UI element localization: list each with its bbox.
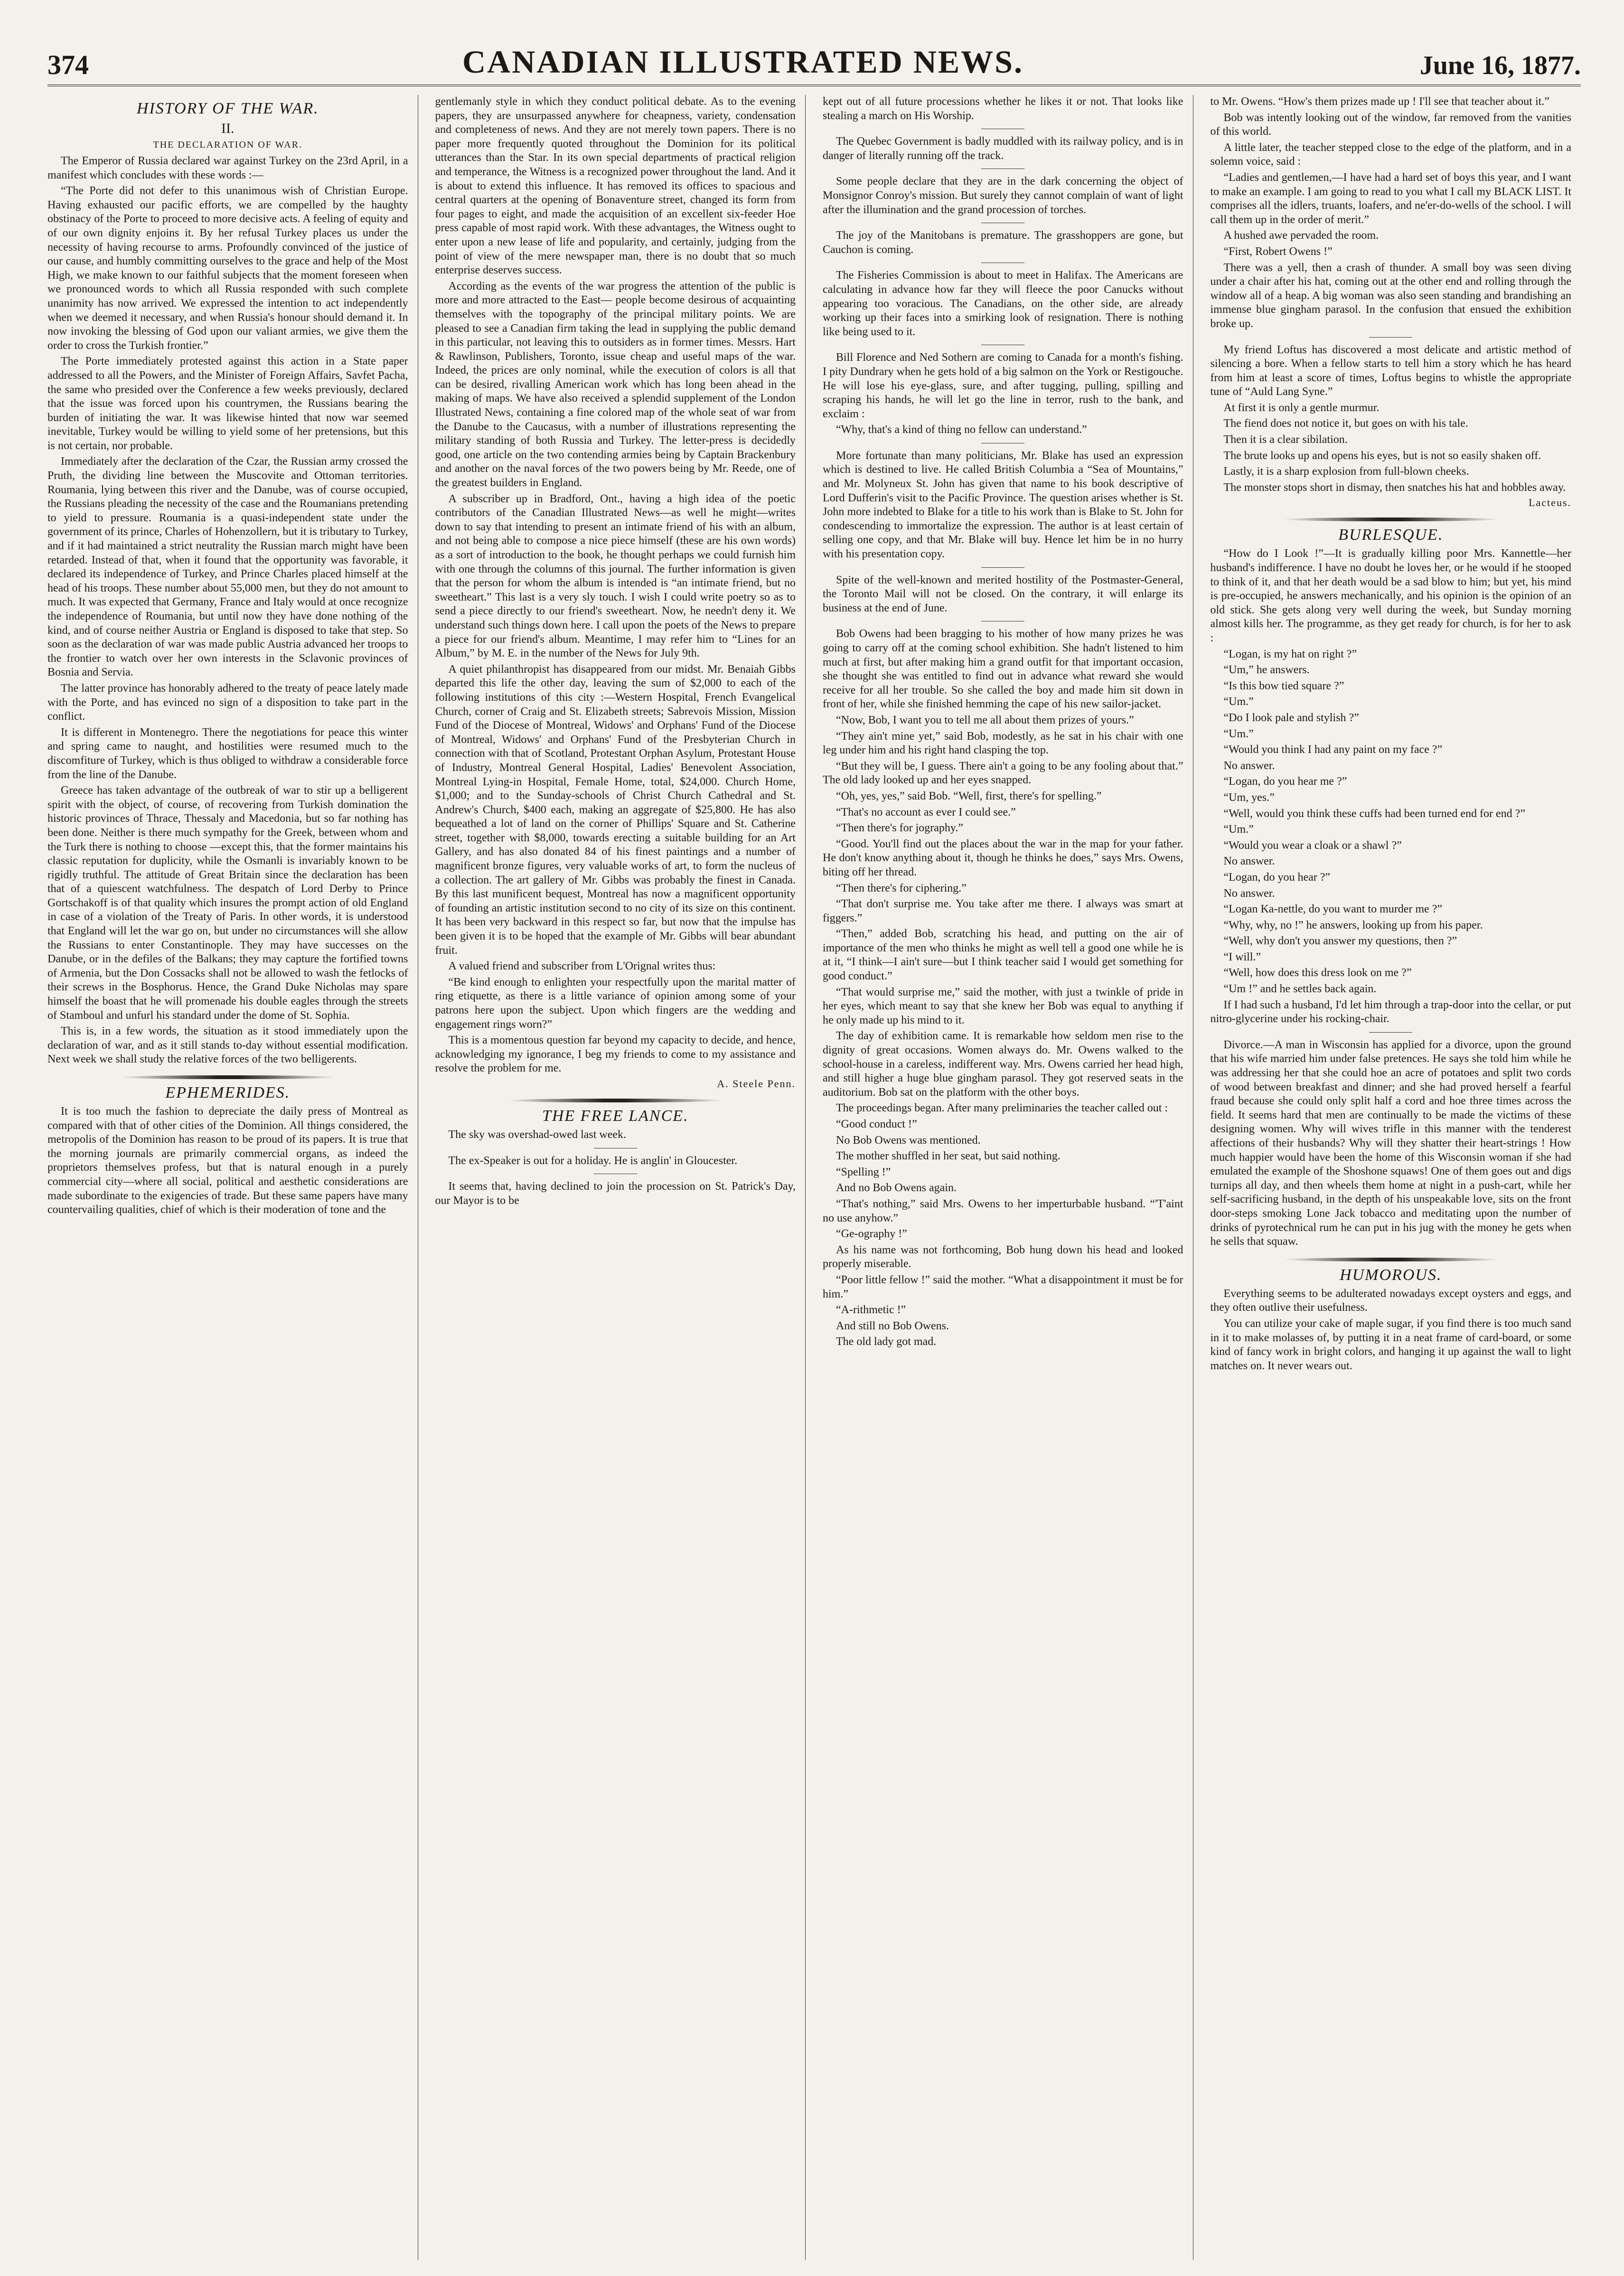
masthead: CANADIAN ILLUSTRATED NEWS. — [462, 44, 1023, 80]
article-paragraph: Bob Owens had been bragging to his mother of how many prizes he was going to carry off at the coming school exhibition. She hadn't listened to him much at first, but after making him a grand outfit for that important occasion, she thought she was entitled to find out in advance what reward she would receive for all her trouble. So she called the boy and made him sit down in front of her, while she finished hemming the cape of his new sailor-jacket. — [823, 628, 1183, 711]
article-paragraph: “First, Robert Owens !” — [1223, 245, 1333, 258]
article-paragraph: It is different in Montenegro. There the negotiations for peace this winter and spring came to naught, and hostilities were resumed much to the discomfiture of Turkey, which is thus obliged to withdraw a considerable force from the line of the Danube. — [47, 726, 408, 781]
article-paragraph: The ex-Speaker is out for a holiday. He is anglin' in Gloucester. — [448, 1154, 738, 1167]
article-paragraph: No answer. — [1223, 759, 1275, 772]
article-paragraph: “Would you think I had any paint on my face ?” — [1223, 743, 1443, 756]
article-paragraph: “Oh, yes, yes,” said Bob. “Well, first, there's for spelling.” — [836, 790, 1102, 802]
burlesque-title: BURLESQUE. — [1338, 526, 1444, 544]
article-paragraph: Then it is a clear sibilation. — [1223, 433, 1348, 446]
article-paragraph: A hushed awe pervaded the room. — [1223, 229, 1379, 242]
column-2 — [435, 95, 806, 2260]
article-paragraph: “But they will be, I guess. There ain't a going to be any fooling about that.” The old lady looked up and her eyes snapped. — [823, 760, 1183, 787]
item-divider — [1369, 1032, 1412, 1033]
article-paragraph: “Do I look pale and stylish ?” — [1223, 711, 1359, 724]
article-paragraph: A subscriber up in Bradford, Ont., having a high idea of the poetic contributors of the Canadian Illustrated News—as well he might—writes down to say that intending to present an intimate friend of his with an album, and not being able to compose a nice piece himself (these are his own words) as a sort of introduction to the book, he thought perhaps we could furnish him with one through the columns of this journal. The further information is given that the person for whom the album is intended is “an intimate friend, but no sweetheart.” This last is a very sly touch. I wish I could write poetry so as to send a piece directly to our friend's sweetheart. Now, he needn't deny it. We understand such things down here. I call upon the poets of the News to prepare a piece for our friend's album. Meantime, I may refer him to “Lines for an Album,” by M. E. in the number of the News for July 9th. — [435, 492, 796, 660]
article-paragraph: “Well, would you think these cuffs had been turned end for end ?” — [1223, 807, 1525, 820]
article-paragraph: And no Bob Owens again. — [836, 1182, 957, 1194]
article-paragraph: You can utilize your cake of maple sugar, if you find there is too much sand in it to make molasses of, by putting it in a neat frame of card-board, or some kind of fancy work in bright colors, and hanging it up against the wall to light matches on. It never wears out. — [1210, 1317, 1571, 1372]
article-paragraph: Bill Florence and Ned Sothern are coming to Canada for a month's fishing. I pity Dundrary when he gets hold of a big salmon on the York or Restigouche. He will lose his eye-glass, sure, and after tugging, pulling, spilling and scraping his hands, he will let go the line in terror, rush to the bank, and exclaim : — [823, 351, 1183, 420]
author-signature: Lacteus. — [1529, 497, 1571, 509]
article-paragraph: Greece has taken advantage of the outbreak of war to stir up a belligerent spirit with the object, of course, of recovering from Turkish domination the historic provinces of Thrace, Thessaly and Macedonia, but so far nothing has been done. Neither is there much sympathy for the Greek, between whom and the Turk there is nothing to choose —except this, that the former maintains his classic reputation for duplicity, while the Osmanli is invariably known to be rigidly truthful. The attitude of Great Britain since the declaration has been that of a quiescent watchfulness. The despatch of Lord Derby to Prince Gortschakoff is of that quality which insures the prompt action of old England in case of a violation of the Treaty of Paris. In other words, it is understood that England will let the war go on, but under no circumstances will she allow the Russians to enter Constantinople. They may have successes on the Danube, or in the defiles of the Balkans; they may capture the fortified towns of Armenia, but the Don Cossacks shall not be allowed to wash the fetlocks of their screws in the Bosphorus. Hence, the Grand Duke Nicholas may spare himself the boast that he will promenade his double eagles through the streets of Stamboul and unfurl his standard under the dome of St. Sophia. — [47, 784, 408, 1022]
article-paragraph: The mother shuffled in her seat, but said nothing. — [836, 1150, 1061, 1163]
article-paragraph: “Um.” — [1223, 823, 1254, 836]
article-paragraph: “Is this bow tied square ?” — [1223, 679, 1344, 692]
article-paragraph: Divorce.—A man in Wisconsin has applied for a divorce, upon the ground that his wife married him under false pretences. He says she told him while he was addressing her that she could hoe an acre of potatoes and split two cords of wood between breakfast and dinner; and she had proved herself a fearful fraud because she could only split half a cord and hoe three times across the field. It seems hard that men are continually to be made the victims of these designing women. Why will wives trifle in this manner with the tenderest affections of their husbands? Why will they shatter their heart-strings ! How much happier would have been the home of this Wisconsin woman if she had emulated the example of the Shoshone squaws! One of them goes out and digs turnips all day, and then wheels them home at night in a push-cart, while her self-sacrificing husband, in the depth of his unspeakable love, sits on the front door-steps smoking Lone Jack tobacco and meditating upon the number of drinks of pyrotechnical rum he can put in his jug with the money he gets when he sells that squaw. — [1210, 1038, 1571, 1248]
article-paragraph: The brute looks up and opens his eyes, but is not so easily shaken off. — [1223, 449, 1541, 462]
article-paragraph: “Spelling !” — [836, 1166, 891, 1178]
page-header — [47, 43, 1581, 86]
issue-date: June 16, 1877. — [1419, 51, 1581, 80]
article-paragraph: The proceedings began. After many preliminaries the teacher called out : — [836, 1102, 1168, 1115]
article-paragraph: Some people declare that they are in the dark concerning the object of Monsignor Conroy's mission. But surely they cannot complain of want of light after the illumination and the grand procession of torches. — [823, 175, 1183, 216]
article-paragraph: No answer. — [1223, 887, 1275, 900]
article-paragraph: “Um !” and he settles back again. — [1223, 983, 1377, 996]
article-paragraph: “Would you wear a cloak or a shawl ?” — [1223, 839, 1402, 852]
article-paragraph: The day of exhibition came. It is remarkable how seldom men rise to the dignity of great occasions. Women always do. Mr. Owens walked to the school-house in a careless, indifferent way. Mrs. Owens carried her head high, and still higher a huge blue gingham parasol. They got reserved seats in the auditorium. Bob sat on the platform with the other boys. — [823, 1030, 1183, 1099]
free-lance-title: THE FREE LANCE. — [542, 1107, 689, 1125]
column-3 — [823, 95, 1193, 2260]
article-paragraph: “Good conduct !” — [836, 1118, 917, 1130]
article-paragraph: The old lady got mad. — [836, 1336, 937, 1348]
article-paragraph: A quiet philanthropist has disappeared from our midst. Mr. Benaiah Gibbs departed this life the other day, leaving the sum of $2,000 to each of the following institutions of this city :—Western Hospital, French Evangelical Church, corner of Craig and St. Elizabeth streets; Sabrevois Mission, Mission Fund of the Diocese of Montreal, Widows' and Orphans' Fund of the Diocese of Montreal, Widows' and Orphans' Fund of the Presbyterian Church in connection with that of Scotland, Protestant Orphan Asylum, Protestant House of Industry, Montreal General Hospital, Ladies' Benevolent Association, Montreal Lying-in Hospital, Female Home, total, $24,000. Church Home, $1,000; and to the Sunday-schools of Christ Church Cathedral and St. Andrew's Church, $400 each, making an aggregate of $25,800. He has also bequeathed a lot of land on the corner of Phillips' Square and St. Catherine street, together with $8,000, towards erecting a suitable building for an Art Gallery, and has also donated 84 of his finest paintings and a number of magnificent bronze figures, very valuable works of art, to form the nucleus of a collection. The art gallery of Mr. Gibbs was probably the finest in Canada. By this last munificent bequest, Montreal has now a magnificent opportunity of founding an artistic institution second to no city of its size on this continent. It has been very backward in this respect so far, but now that the impulse has been given it is to be hoped that the example of Mr. Gibbs will bear abundant fruit. — [435, 663, 796, 957]
article-paragraph: “That's nothing,” said Mrs. Owens to her imperturbable husband. “'T'aint no use anyhow.” — [823, 1197, 1183, 1224]
article-paragraph: It is too much the fashion to depreciate the daily press of Montreal as compared with that of other cities of the Dominion. All things considered, the metropolis of the Dominion has reason to be proud of its papers. It is true that the morning journals are primarily commercial organs, as indeed the proprietors themselves profess, but that is natural enough in a purely commercial city—where all social, political and aesthetic considerations are made subordinate to the exigencies of trade. But these same papers have many countervailing qualities, chief of which is their moderation of tone and the — [47, 1105, 408, 1216]
article-paragraph: “Be kind enough to enlighten your respectfully upon the marital matter of ring etiquette, as there is a little variance of opinion among some of your patrons here upon the subject. Upon which fingers are the wedding and engagement rings worn?” — [435, 976, 796, 1031]
page-number: 374 — [47, 49, 89, 80]
newspaper-columns — [47, 95, 1581, 2260]
article-paragraph: This is a momentous question far beyond my capacity to decide, and hence, acknowledging my ignorance, I beg my friends to come to my assistance and resolve the problem for me. — [435, 1034, 796, 1075]
article-paragraph: The sky was overshad-owed last week. — [448, 1128, 627, 1141]
article-paragraph: This is, in a few words, the situation as it stood immediately upon the declaration of war, and as it still stands to-day without essential modification. Next week we shall study the relative forces of the two belligerents. — [47, 1025, 408, 1066]
section-divider — [507, 1099, 723, 1102]
article-paragraph: “Logan Ka-nettle, do you want to murder me ?” — [1223, 903, 1442, 916]
article-paragraph: “Now, Bob, I want you to tell me all about them prizes of yours.” — [836, 714, 1134, 726]
history-title: HISTORY OF THE WAR. — [136, 100, 319, 117]
article-paragraph: “They ain't mine yet,” said Bob, modestly, as he sat in his chair with one leg under him and his right hand clasping the top. — [823, 730, 1183, 757]
article-paragraph: “Why, why, no !” he answers, looking up from his paper. — [1223, 919, 1483, 931]
article-paragraph: The Emperor of Russia declared war against Turkey on the 23rd April, in a manifest which concludes with these words :— — [47, 155, 408, 181]
article-paragraph: At first it is only a gentle murmur. — [1223, 401, 1380, 414]
article-paragraph: The latter province has honorably adhered to the treaty of peace lately made with the Porte, and has evinced no sign of a disposition to take part in the conflict. — [47, 682, 408, 723]
history-number: II. — [221, 121, 235, 136]
article-paragraph: “Then there's for ciphering.” — [836, 882, 967, 894]
article-paragraph: “That's no account as ever I could see.” — [836, 806, 1016, 818]
article-paragraph: Everything seems to be adulterated nowadays except oysters and eggs, and they often outlive their usefulness. — [1210, 1287, 1571, 1314]
article-paragraph: My friend Loftus has discovered a most delicate and artistic method of silencing a bore. When a fellow starts to tell him a story which he has heard from him at least a score of times, Loftus begins to whistle the appropriate tune of “Auld Lang Syne.” — [1210, 343, 1571, 398]
article-paragraph: gentlemanly style in which they conduct political debate. As to the evening papers, they are unsurpassed anywhere for cheapness, variety, condensation and completeness of news. And they are not merely town papers. There is no paper more frequently quoted throughout the Dominion for its political utterances than the Star. In its own special departments of practical religion and temperance, the Witness is a recognized power throughout the land. And it is about to extend this influence. It has removed its offices to spacious and central quarters at the opening of Bonaventure street, changed its form from four pages to eight, and made the acquisition of an excellent six-feeder Hoe press capable of most rapid work. With these advantages, the Witness ought to enter upon a new lease of life and popularity, and certainly, judging from the point of view of the mere newspaper man, there is no doubt that so much enterprise deserves success. — [435, 95, 796, 277]
article-paragraph: According as the events of the war progress the attention of the public is more and more attracted to the East— people become desirous of acquainting themselves with the topography of the principal military points. We are pleased to see a Canadian firm taking the lead in supplying the public demand in this particular, not leaving this to outsiders as in former times. Messrs. Hart & Rawlinson, Publishers, Toronto, issue cheap and useful maps of the war. Indeed, the prices are only nominal, while the execution of colors is all that can be desired, rivalling American work which has long been ahead in the making of maps. We have also received a splendid supplement of the London Illustrated News, containing a fine colored map of the whole seat of war from the Danube to the Caucasus, with a number of illustrations representing the military standing of both Russia and Turkey. The letter-press is decidedly good, one article on the two contending armies being by Captain Brackenbury and another on the naval forces of the two powers being by Mr. Reede, one of the greatest builders in England. — [435, 280, 796, 489]
item-divider — [1369, 337, 1412, 338]
article-paragraph: Immediately after the declaration of the Czar, the Russian army crossed the Pruth, the dividing line between the Muscovite and Ottoman territories. Roumania, lying between this river and the Danube, was of course occupied, the Russians pleading the necessity of the case and the Roumanians pretending to yield to pressure. Roumania is a quasi-independent state under the government of its prince, Charles of Hohenzollern, but it is tributary to Turkey, and if it had maintained a strict neutrality the Russian march might have been retarded. Instead of that, when it found that the opportunity was favorable, it declared its independence of Turkey, and Prince Charles placed himself at the head of his troops. These number about 55,000 men, but they do not amount to much. It was expected that Germany, France and Italy would at once recognize the independence of Roumania, but until now they have done nothing of the kind, and of course neither Austria or England is disposed to take that step. So soon as the declaration of war was made public Austria advanced her troops to the frontier to watch over her own interests in the Sclavonic provinces of Bosnia and Servia. — [47, 455, 408, 679]
ephemerides-title: EPHEMERIDES. — [165, 1084, 291, 1101]
article-paragraph: Bob was intently looking out of the window, far removed from the vanities of this world. — [1210, 111, 1571, 138]
article-paragraph: The fiend does not notice it, but goes on with his tale. — [1223, 417, 1468, 430]
article-paragraph: “Um, yes.” — [1223, 791, 1275, 804]
article-paragraph: “Ge-ography !” — [836, 1228, 907, 1241]
column-4 — [1211, 95, 1581, 2260]
article-paragraph: It seems that, having declined to join the procession on St. Patrick's Day, our Mayor is to be — [435, 1180, 796, 1207]
article-paragraph: “Well, why don't you answer my questions, then ?” — [1223, 935, 1457, 948]
article-paragraph: “Poor little fellow !” said the mother. “What a disappointment it must be for him.” — [823, 1273, 1183, 1300]
article-paragraph: “That would surprise me,” said the mother, with just a twinkle of pride in her eyes, which meant to say that she knew her Bob was equal to anything if he only made up his mind to it. — [823, 986, 1183, 1026]
article-paragraph: Lastly, it is a sharp explosion from full-blown cheeks. — [1223, 465, 1469, 478]
humorous-title: HUMOROUS. — [1340, 1266, 1442, 1284]
article-paragraph: The Quebec Government is badly muddled with its railway policy, and is in danger of literally running off the track. — [823, 135, 1183, 162]
article-paragraph: “Then there's for jography.” — [836, 822, 963, 835]
article-paragraph: The Fisheries Commission is about to meet in Halifax. The Americans are calculating in advance how far they will fleece the poor Canucks without appearing too voracious. The Canadians, on the other side, are already working up their faces into a smirking look of resignation. There is nothing like being used to it. — [823, 269, 1183, 338]
article-paragraph: “Um.” — [1223, 727, 1254, 740]
item-divider — [981, 567, 1024, 568]
article-paragraph: “Logan, do you hear me ?” — [1223, 775, 1347, 788]
article-paragraph: Spite of the well-known and merited hostility of the Postmaster-General, the Toronto Mail will not be closed. On the contrary, it will enlarge its business at the end of June. — [823, 574, 1183, 614]
column-1 — [47, 95, 418, 2260]
article-paragraph: More fortunate than many politicians, Mr. Blake has used an expression which is destined to live. He called British Columbia a “Sea of Mountains,” and Mr. Molyneux St. John has given that name to his book descriptive of Lord Dufferin's visit to the Pacific Province. The question arises whether is St. John more indebted to Blake for a title to his work than is Blake to St. John for condescending to immortalize the expression. The author is at least certain of selling one copy, and that Mr. Blake will buy. Hence let him be in no hurry with his presentation copy. — [823, 449, 1183, 561]
article-paragraph: kept out of all future processions whether he likes it or not. That looks like stealing a march on His Worship. — [823, 95, 1183, 122]
article-paragraph: to Mr. Owens. “How's them prizes made up ! I'll see that teacher about it.” — [1210, 95, 1549, 108]
article-paragraph: As his name was not forthcoming, Bob hung down his head and looked properly miserable. — [823, 1243, 1183, 1270]
article-paragraph: “That don't surprise me. You take after me there. I always was smart at figgers.” — [823, 898, 1183, 924]
article-paragraph: “I will.” — [1223, 950, 1261, 963]
article-paragraph: “Well, how does this dress look on me ?” — [1223, 967, 1412, 979]
section-divider — [1283, 517, 1499, 521]
article-paragraph: There was a yell, then a crash of thunder. A small boy was seen diving under a chair after his hat, coming out at the other end and rolling through the window all of a heap. A big woman was also seen standing and brandishing an immense blue gingham parasol. In the confusion that ensued the exhibition broke up. — [1210, 261, 1571, 330]
article-paragraph: “A-rithmetic !” — [836, 1304, 906, 1317]
article-paragraph: “Good. You'll find out the places about the war in the map for your father. He don't know anything about it, though he thinks he does,” says Mrs. Owens, biting off her thread. — [823, 837, 1183, 878]
article-paragraph: “Then,” added Bob, scratching his head, and putting on the air of importance of the men who thinks he might as well tell a good one while he is at it, “I think—I ain't sure—but I think teacher said I would get something for good conduct.” — [823, 928, 1183, 983]
article-paragraph: “Ladies and gentlemen,—I have had a hard set of boys this year, and I want to make an example. I am going to read to you what I call my BLACK LIST. It comprises all the idlers, truants, loafers, and ne'er-do-wells of the school. I will call them up in the order of merit.” — [1210, 171, 1571, 226]
author-signature: A. Steele Penn. — [717, 1077, 796, 1090]
article-paragraph: “Um.” — [1223, 696, 1254, 708]
article-paragraph: “Um,” he answers. — [1223, 664, 1310, 677]
article-paragraph: “Logan, do you hear ?” — [1223, 871, 1331, 884]
history-subtitle: THE DECLARATION OF WAR. — [153, 140, 302, 150]
article-paragraph: “How do I Look !”—It is gradually killing poor Mrs. Kannettle—her husband's indifference. I have no doubt he loves her, or he would if he stooped to think of it, and that her death would be a sad blow to him; but yet, his mind is pre-occupied, he answers mechanically, and his opinion is the opinion of an old stick. She gets along very well during the week, but Sunday morning almost kills her. The programme, as they get ready for church, is for her to ask : — [1210, 547, 1571, 644]
section-divider — [120, 1075, 336, 1079]
article-paragraph: A little later, the teacher stepped close to the edge of the platform, and in a solemn voice, said : — [1210, 141, 1571, 168]
article-paragraph: “Why, that's a kind of thing no fellow can understand.” — [836, 423, 1087, 436]
article-paragraph: “Logan, is my hat on right ?” — [1223, 648, 1357, 660]
article-paragraph: The joy of the Manitobans is premature. The grasshoppers are gone, but Cauchon is coming. — [823, 229, 1183, 256]
article-paragraph: And still no Bob Owens. — [836, 1319, 949, 1332]
article-paragraph: If I had such a husband, I'd let him through a trap-door into the cellar, or put nitro-glycerine under his rocking-chair. — [1210, 998, 1571, 1025]
article-paragraph: The monster stops short in dismay, then snatches his hat and hobbles away. — [1223, 481, 1566, 494]
article-paragraph: “The Porte did not defer to this unanimous wish of Christian Europe. Having exhausted our pacific efforts, we are compelled by the haughty obstinacy of the Porte to proceed to more decisive acts. A feeling of equity and of our own dignity enjoins it. By her refusal Turkey places us under the necessity of having recourse to arms. Profoundly convinced of the justice of our cause, and humbly committing ourselves to the grace and help of the Most High, we make known to our faithful subjects that the moment foreseen when we pronounced words to which all Russia responded with such complete unanimity has now arrived. We expressed the intention to act independently when we deemed it necessary, and when Russia's honour should demand it. In now invoking the blessing of God upon our valiant armies, we give them the order to cross the Turkish frontier.” — [47, 185, 408, 352]
article-paragraph: No answer. — [1223, 855, 1275, 868]
article-paragraph: A valued friend and subscriber from L'Orignal writes thus: — [448, 960, 716, 973]
section-divider — [1283, 1258, 1499, 1261]
article-paragraph: The Porte immediately protested against this action in a State paper addressed to all the Powers, and the Minister of Foreign Affairs, Savfet Pacha, the same who presided over the Conference a few weeks previously, declared that the issue was forced upon his countrymen, the Russians bearing the burden of initiating the war. It was likewise hinted that now war seemed inevitable, Turkey would be willing to yield some of her pretensions, but this is not certain, nor probable. — [47, 355, 408, 452]
article-paragraph: No Bob Owens was mentioned. — [836, 1134, 981, 1147]
